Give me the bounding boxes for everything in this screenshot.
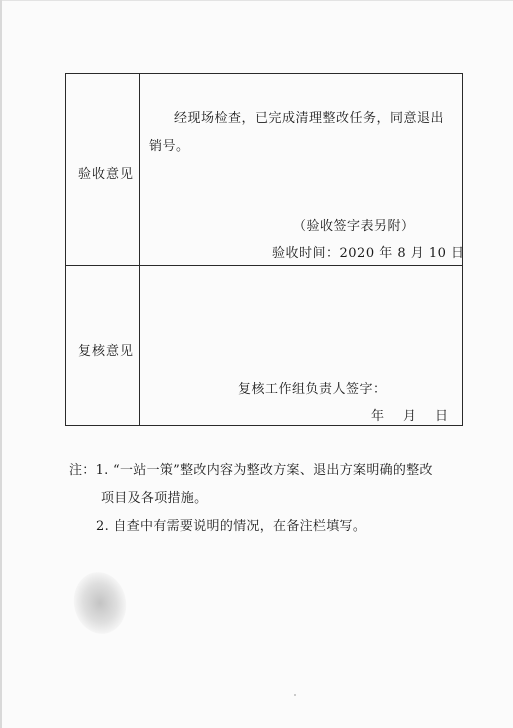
acceptance-date: 验收时间：2020 年 8 月 10 日: [272, 246, 465, 261]
acceptance-signature-note: （验收签字表另附）: [293, 219, 415, 234]
acceptance-opinion-line2: 销号。: [149, 139, 190, 154]
column-divider: [139, 74, 140, 425]
acceptance-label: 验收意见: [78, 167, 135, 182]
review-date-placeholder: 年 月 日: [371, 409, 449, 424]
note-item-1: 注：1. “一站一策”整改内容为整改方案、退出方案明确的整改: [69, 463, 433, 478]
note-item-2: 2. 自查中有需要说明的情况，在备注栏填写。: [96, 519, 367, 534]
review-signature-label: 复核工作组负责人签字：: [238, 382, 387, 397]
fingerprint-mark: [68, 567, 132, 638]
scan-speck: [294, 694, 296, 696]
opinion-table: [65, 73, 463, 426]
review-label: 复核意见: [78, 344, 135, 359]
row-divider: [66, 265, 462, 266]
note-item-1-continued: 项目及各项措施。: [101, 491, 208, 506]
page-edge: [2, 0, 513, 1]
acceptance-opinion-line1: 经现场检查，已完成清理整改任务，同意退出: [174, 111, 445, 126]
